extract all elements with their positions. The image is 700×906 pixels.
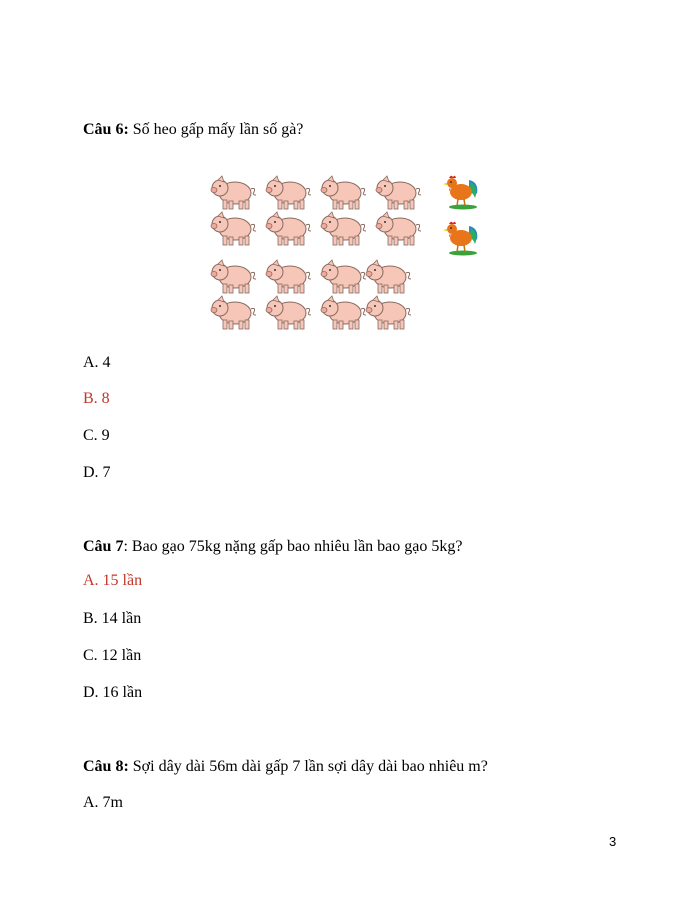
pigs-and-chickens-figure bbox=[205, 168, 495, 333]
question-7-option-b[interactable]: B. 14 lần bbox=[83, 610, 142, 627]
question-8-text: Sợi dây dài 56m dài gấp 7 lần sợi dây dài bao nhiêu m? bbox=[128, 758, 488, 775]
question-8-label: Câu 8: bbox=[83, 758, 129, 775]
question-7-label: Câu 7 bbox=[83, 538, 124, 555]
page-number: 3 bbox=[609, 834, 617, 849]
question-7 bbox=[83, 537, 462, 557]
question-6-text: Số heo gấp mấy lần số gà? bbox=[128, 121, 304, 138]
question-7-option-a[interactable]: A. 15 lần bbox=[83, 572, 143, 589]
question-7-option-d[interactable]: D. 16 lần bbox=[83, 684, 143, 701]
question-8 bbox=[83, 757, 488, 777]
question-6-option-c[interactable]: C. 9 bbox=[83, 427, 110, 444]
question-7-option-c[interactable]: C. 12 lần bbox=[83, 647, 142, 664]
question-7-text: : Bao gạo 75kg nặng gấp bao nhiêu lần bao gạo 5kg? bbox=[123, 538, 463, 555]
question-6-option-b[interactable]: B. 8 bbox=[83, 390, 110, 407]
question-6 bbox=[83, 120, 303, 140]
question-6-option-d[interactable]: D. 7 bbox=[83, 464, 111, 481]
question-6-option-a[interactable]: A. 4 bbox=[83, 354, 111, 371]
question-8-option-a[interactable]: A. 7m bbox=[83, 794, 123, 811]
question-6-label: Câu 6: bbox=[83, 121, 129, 138]
